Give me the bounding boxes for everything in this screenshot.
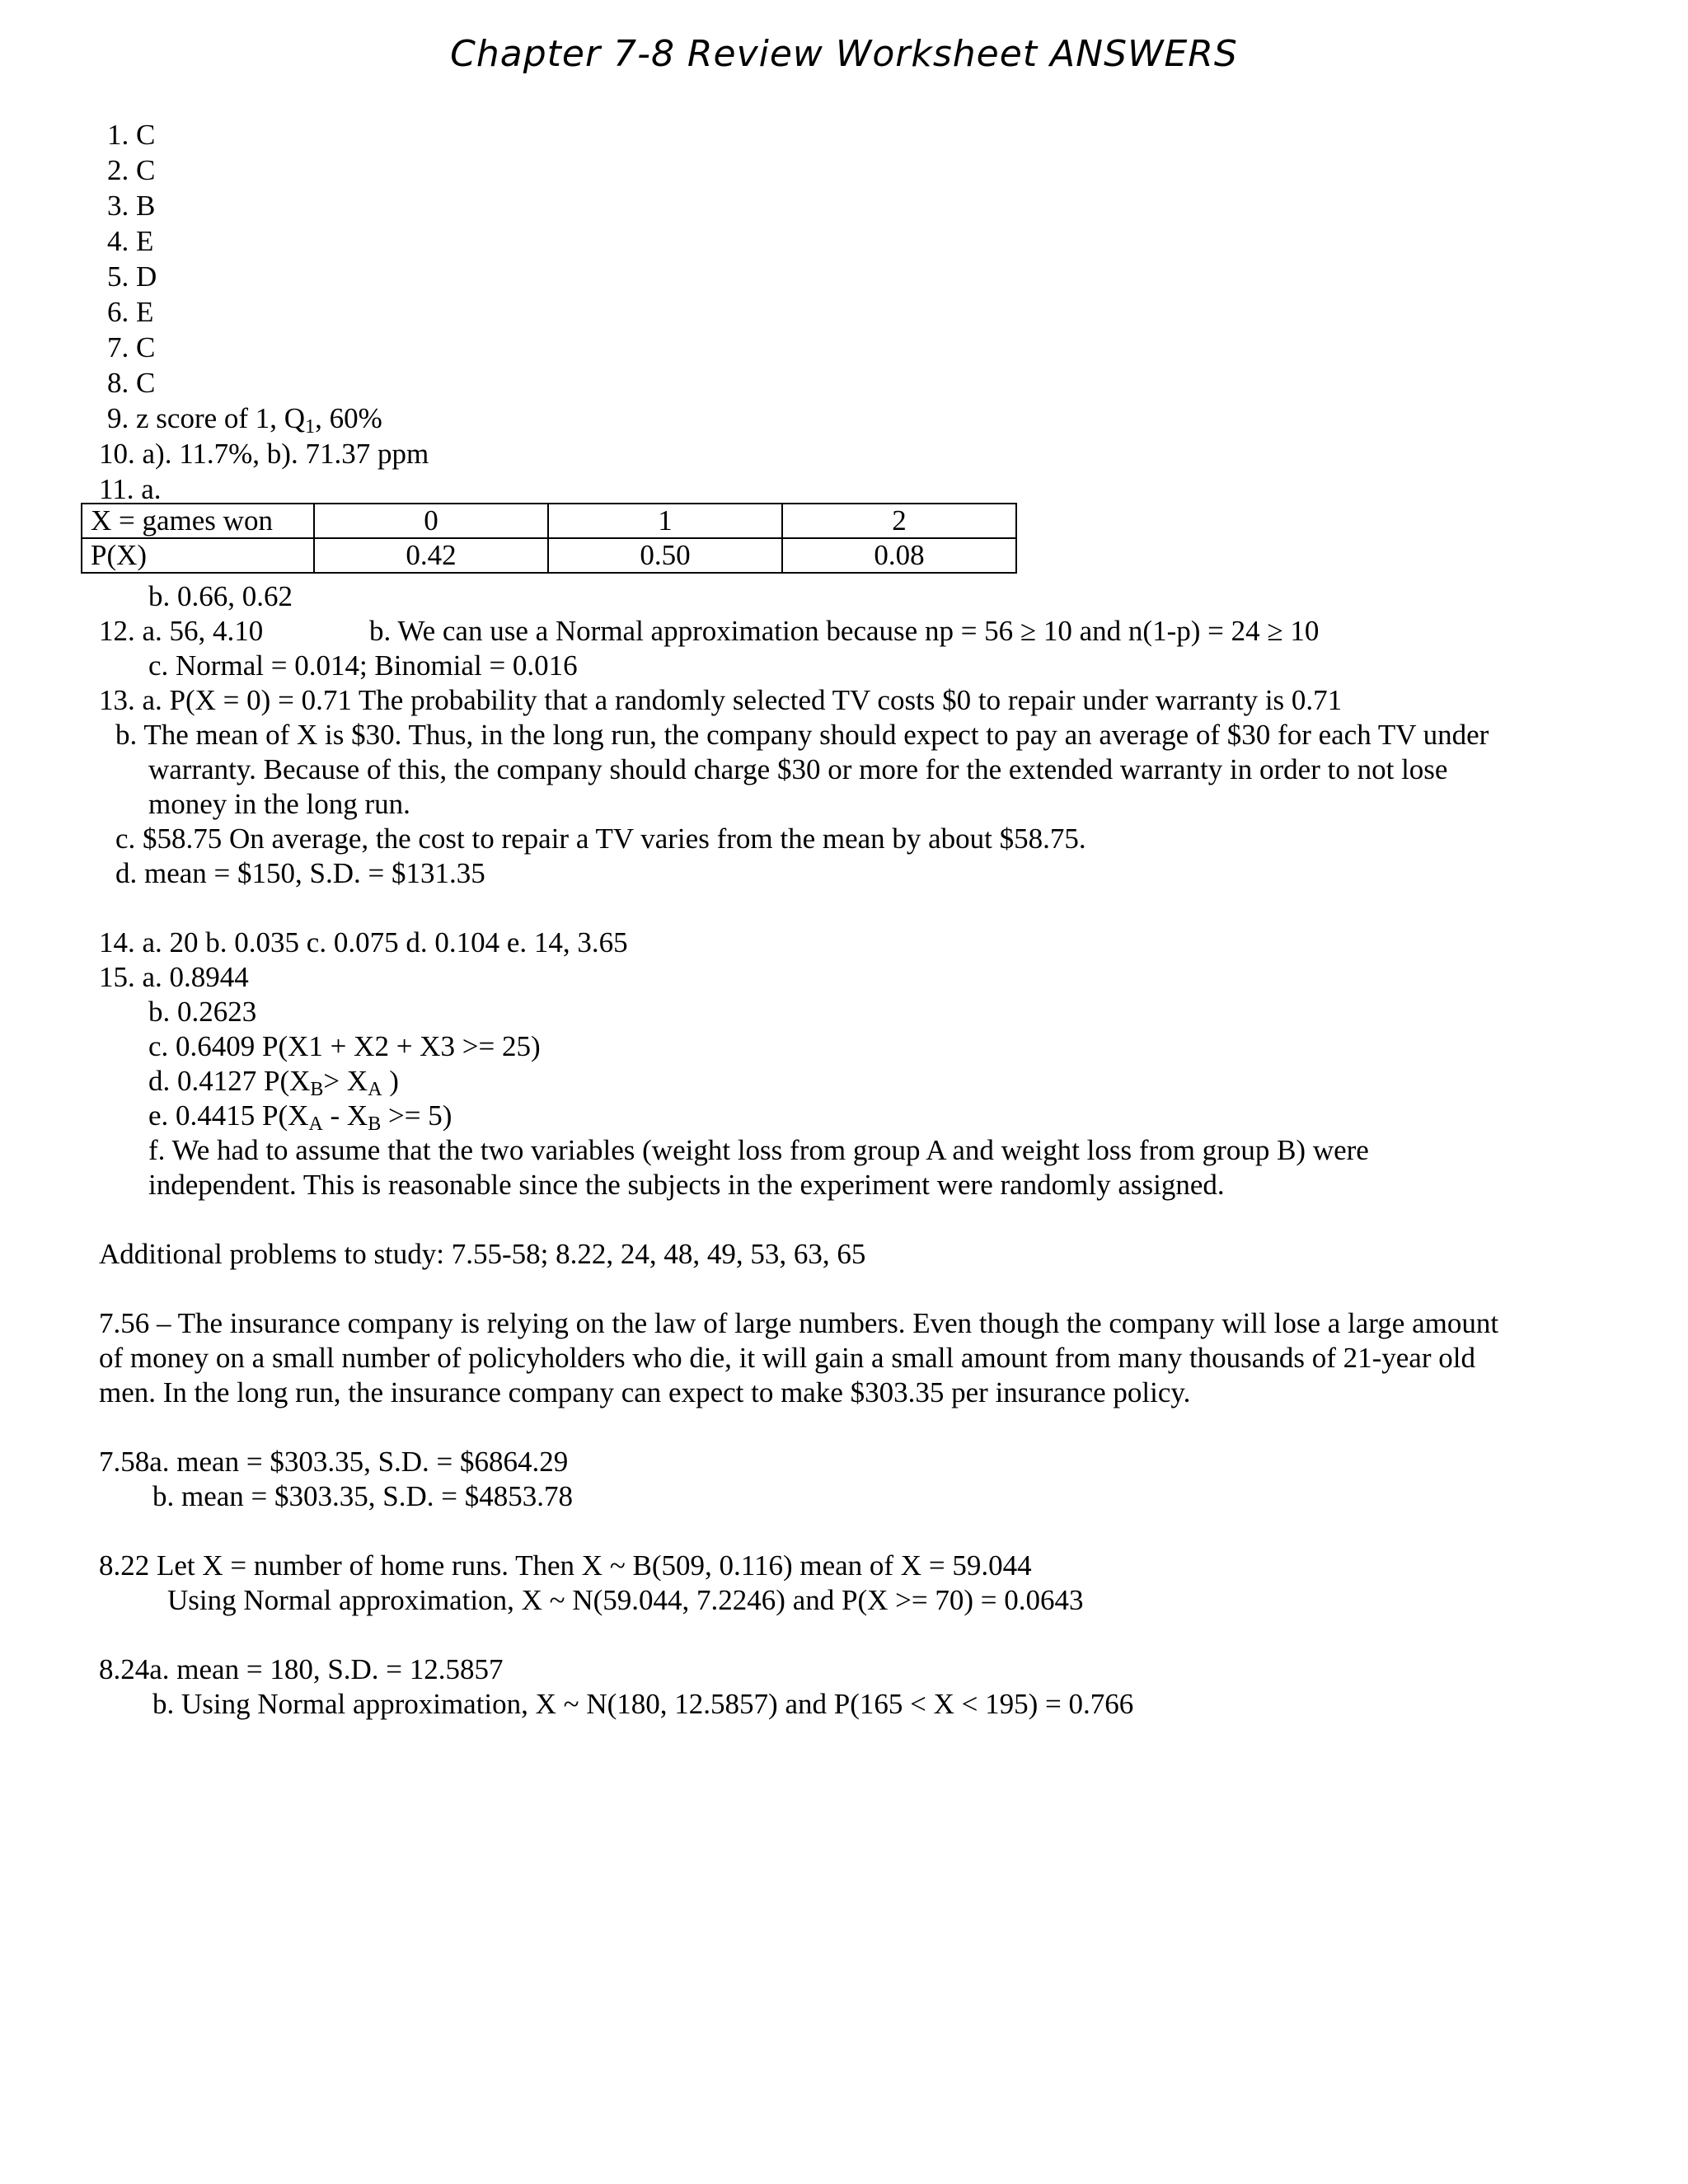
answer-15e-text: e. 0.4415 P(X <box>148 1099 309 1132</box>
problem-8-22-line2: Using Normal approximation, X ~ N(59.044, 7.2246) and P(X >= 70) = 0.0643 <box>167 1584 1084 1616</box>
answer-15d-text: d. 0.4127 P(X <box>148 1065 311 1097</box>
table-cell: P(X) <box>82 538 314 573</box>
subscript-a: A <box>368 1079 382 1100</box>
problem-7-56-line1: 7.56 – The insurance company is relying on the law of large numbers. Even though the company will lose a large amount <box>99 1307 1499 1339</box>
answer-10: 10. a). 11.7%, b). 71.37 ppm <box>99 438 429 470</box>
answer-13b-line2: warranty. Because of this, the company should charge $30 or more for the extended warranty in order to not lose <box>148 753 1448 785</box>
answer-12a: 12. a. 56, 4.10 <box>99 615 264 647</box>
additional-problems: Additional problems to study: 7.55-58; 8.22, 24, 48, 49, 53, 63, 65 <box>99 1238 866 1270</box>
answer-15d-end: ) <box>382 1065 399 1097</box>
page-title: Chapter 7-8 Review Worksheet ANSWERS <box>450 33 1238 75</box>
answer-11b: b. 0.66, 0.62 <box>148 580 293 612</box>
table-cell: 0.50 <box>548 538 782 573</box>
table-cell: 2 <box>782 504 1016 538</box>
answer-3: 3. B <box>107 190 156 222</box>
answer-15d-mid: > X <box>323 1065 368 1097</box>
answer-13d: d. mean = $150, S.D. = $131.35 <box>115 857 485 889</box>
answer-15a: 15. a. 0.8944 <box>99 961 249 993</box>
problem-7-56-line2: of money on a small number of policyholders who die, it will gain a small amount from many thousands of 21-year old <box>99 1342 1475 1374</box>
problem-8-24b: b. Using Normal approximation, X ~ N(180, 12.5857) and P(165 < X < 195) = 0.766 <box>152 1688 1134 1720</box>
answer-11: 11. a. <box>99 473 162 505</box>
answer-4: 4. E <box>107 225 154 257</box>
answer-9-subscript: 1 <box>305 416 316 438</box>
answer-5: 5. D <box>107 260 157 293</box>
subscript-b: B <box>368 1113 382 1135</box>
answer-2: 2. C <box>107 154 156 186</box>
table-row <box>82 538 1016 573</box>
table-cell: 0.42 <box>314 538 548 573</box>
answer-8: 8. C <box>107 367 156 399</box>
answer-13b-line3: money in the long run. <box>148 788 410 820</box>
answer-13a: 13. a. P(X = 0) = 0.71 The probability that a randomly selected TV costs $0 to repair under warranty is 0.71 <box>99 684 1343 716</box>
answer-15f-line2: independent. This is reasonable since the subjects in the experiment were randomly assigned. <box>148 1169 1225 1201</box>
problem-7-56-line3: men. In the long run, the insurance company can expect to make $303.35 per insurance policy. <box>99 1376 1191 1408</box>
answer-15c: c. 0.6409 P(X1 + X2 + X3 >= 25) <box>148 1030 541 1062</box>
answer-13b-line1: b. The mean of X is $30. Thus, in the long run, the company should expect to pay an average of $30 for each TV under <box>115 719 1489 751</box>
answer-12c: c. Normal = 0.014; Binomial = 0.016 <box>148 649 578 682</box>
answer-6: 6. E <box>107 296 154 328</box>
answer-9-rest: , 60% <box>315 402 382 434</box>
subscript-b: B <box>310 1079 324 1100</box>
table-cell: 1 <box>548 504 782 538</box>
answer-1: 1. C <box>107 119 156 151</box>
answer-12b: b. We can use a Normal approximation because np = 56 ≥ 10 and n(1-p) = 24 ≥ 10 <box>369 615 1320 647</box>
problem-7-58b: b. mean = $303.35, S.D. = $4853.78 <box>152 1480 574 1512</box>
table-cell: 0.08 <box>782 538 1016 573</box>
answer-15f-line1: f. We had to assume that the two variables (weight loss from group A and weight loss from group B) were <box>148 1134 1369 1166</box>
answer-15b: b. 0.2623 <box>148 996 257 1028</box>
answer-15e-mid: - X <box>322 1099 368 1132</box>
answer-13c: c. $58.75 On average, the cost to repair a TV varies from the mean by about $58.75. <box>115 823 1086 855</box>
table-cell: 0 <box>314 504 548 538</box>
answer-9-text: 9. z score of 1, Q <box>107 402 306 434</box>
answer-15e-end: >= 5) <box>381 1099 452 1132</box>
table-row <box>82 504 1016 538</box>
problem-7-58a: 7.58a. mean = $303.35, S.D. = $6864.29 <box>99 1446 569 1478</box>
problem-8-24a: 8.24a. mean = 180, S.D. = 12.5857 <box>99 1653 504 1685</box>
subscript-a: A <box>308 1113 323 1135</box>
table-cell: X = games won <box>82 504 314 538</box>
answer-7: 7. C <box>107 331 156 363</box>
answer-14: 14. a. 20 b. 0.035 c. 0.075 d. 0.104 e. 14, 3.65 <box>99 926 628 958</box>
problem-8-22-line1: 8.22 Let X = number of home runs. Then X ~ B(509, 0.116) mean of X = 59.044 <box>99 1549 1032 1582</box>
probability-table <box>81 503 1017 574</box>
